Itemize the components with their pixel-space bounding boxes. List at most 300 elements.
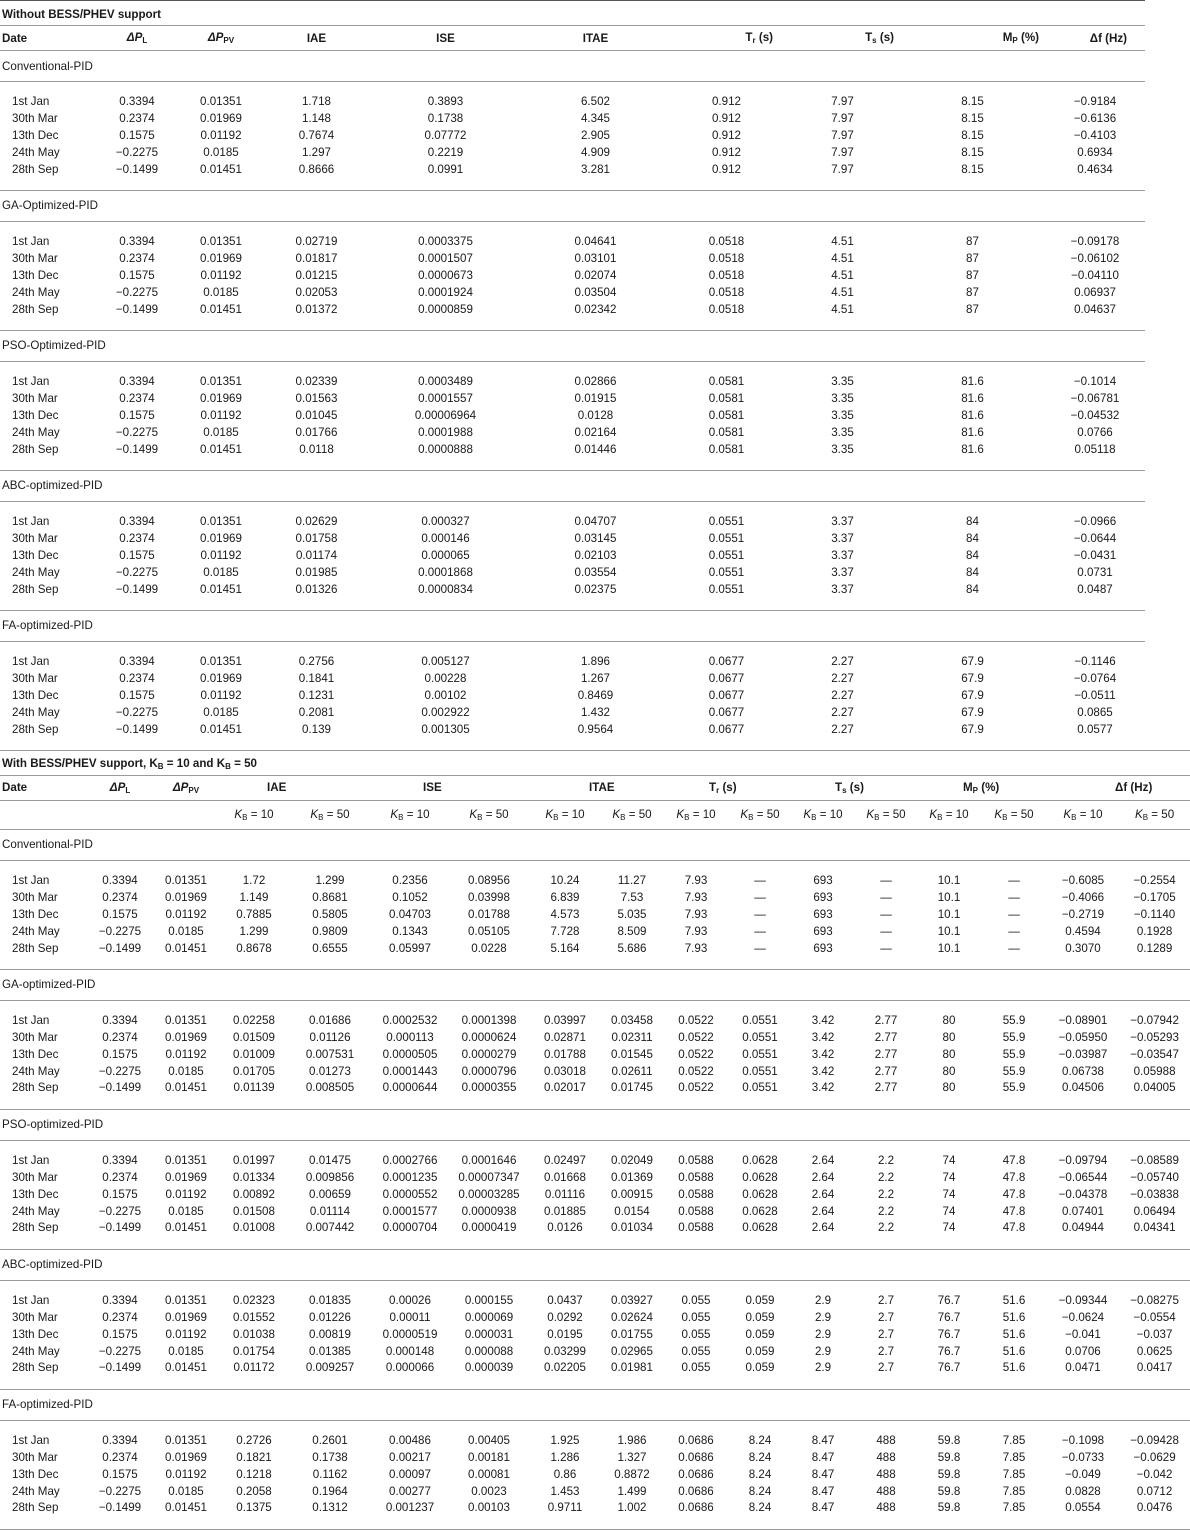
table-cell: 1.299 [239,924,269,938]
subheader-kb10: $K_B = 10$ [219,800,289,829]
table-cell: 0.01351 [165,1014,207,1028]
table-cell: 1.72 [242,874,266,888]
table-cell: 0.1928 [1136,924,1173,938]
table-cell: 488 [876,1451,896,1465]
table-cell: 693 [813,907,833,921]
table-cell: 0.3394 [119,655,155,669]
table-cell: 0.01369 [611,1171,653,1185]
group-title: PSO-Optimized-PID [0,330,1145,361]
table-cell: 0.01192 [200,688,242,702]
table-cell: 0.059 [745,1311,775,1325]
table-cell: 2.77 [874,1064,898,1078]
table-cell: 0.1841 [298,672,335,686]
table-cell: 693 [813,941,833,955]
table-cell: 8.47 [811,1484,835,1498]
group-title: FA-optimized-PID [0,1389,1190,1420]
table-cell: 0.01508 [233,1204,275,1218]
table-cell: −0.05950 [1058,1031,1108,1045]
table-cell: 0.06738 [1062,1064,1104,1078]
table-cell: 0.00102 [424,688,467,702]
table-cell: 0.01969 [200,672,242,686]
table-cell: 0.00026 [389,1294,431,1308]
table-cell: 0.01885 [544,1204,586,1218]
section-title-row [0,1,1145,26]
table-cell: 0.3394 [119,375,155,389]
table-cell: 0.2219 [427,145,464,159]
table-cell: 81.6 [961,408,984,422]
table-cell: 0.9809 [312,924,348,938]
table-cell: 0.01126 [309,1031,351,1045]
table-cell: 0.03299 [544,1344,586,1358]
table-cell: 3.42 [811,1081,835,1095]
table-cell: 0.03998 [468,891,510,905]
table-cell: 87 [966,302,979,316]
table-cell: 67.9 [961,705,984,719]
table-cell: 0.02871 [544,1031,586,1045]
group-title: Conventional-PID [0,829,1190,860]
table-cell: 3.35 [831,375,854,389]
cell-date: 1st Jan [12,1014,50,1028]
table-row [0,1030,1190,1047]
table-cell: −0.0554 [1133,1311,1176,1325]
table-cell: 0.01451 [200,162,242,176]
table-cell: 0.3394 [102,874,138,888]
table-row [0,581,1145,598]
table-cell: 0.01174 [295,548,338,562]
table-cell: −0.06781 [1070,392,1120,406]
table-cell: 0.01385 [309,1344,351,1358]
table-cell: −0.08275 [1130,1294,1179,1308]
table-row [0,1063,1190,1080]
table-cell: 0.01552 [233,1311,275,1325]
table-cell: 0.2356 [392,874,428,888]
table-cell: 0.01351 [165,874,207,888]
table-cell: −0.1140 [1133,907,1176,921]
table-cell: 0.05997 [389,941,431,955]
table-cell: 0.01758 [295,532,338,546]
table-cell: 1.896 [580,655,610,669]
table-cell: 0.9711 [547,1501,583,1515]
table-cell: 0.02629 [295,515,338,529]
table-cell: 0.01754 [233,1344,275,1358]
table-cell: −0.04110 [1071,268,1119,282]
table-cell: 7.93 [684,941,708,955]
table-cell: 0.0522 [678,1081,714,1095]
table-cell: 0.8469 [577,688,614,702]
table-cell: 0.01985 [295,565,338,579]
table-cell: 2.64 [811,1154,835,1168]
table-cell: −0.1499 [98,1081,142,1095]
table-cell: 10.1 [937,891,961,905]
table-cell: 3.281 [580,162,610,176]
table-cell: 7.53 [620,891,644,905]
table-row [0,1080,1190,1097]
table-cell: 0.0518 [708,285,745,299]
table-cell: −0.041 [1065,1327,1101,1341]
table-cell: 0.0625 [1136,1344,1173,1358]
table-cell: 0.01686 [309,1014,351,1028]
table-cell: 0.1289 [1136,941,1173,955]
table-row [0,391,1145,408]
table-cell: 0.3394 [102,1154,138,1168]
group-header-row [0,470,1145,501]
table-cell: 0.0518 [708,235,745,249]
table-cell: 0.000088 [464,1344,514,1358]
table-cell: 0.1821 [236,1451,272,1465]
table-cell: 2.2 [877,1221,895,1235]
table-cell: — [754,874,766,888]
table-cell: 81.6 [961,392,984,406]
table-cell: −0.0624 [1061,1311,1105,1325]
table-cell: 0.0292 [547,1311,583,1325]
table-cell: 0.0185 [203,145,239,159]
table-cell: 0.0991 [427,162,464,176]
table-row [0,1466,1190,1483]
table-cell: 0.01215 [295,268,338,282]
table-cell: 0.4634 [1077,162,1113,176]
group-header-row [0,1249,1190,1280]
header-delta-ppv: $\Delta P_{PV}$ [153,775,219,800]
table-cell: 0.01114 [309,1204,351,1218]
table-cell: 0.0522 [678,1064,714,1078]
table-cell: 0.01192 [165,1187,207,1201]
table-cell: 0.2374 [102,1311,138,1325]
cell-date: 30th Mar [12,392,58,406]
table-cell: 0.0001557 [418,392,473,406]
table-cell: 0.055 [681,1361,711,1375]
table-cell: 0.00819 [309,1327,351,1341]
table-row [0,128,1145,145]
cell-date: 13th Dec [12,1187,59,1201]
table-row [0,1170,1190,1187]
subheader-row [0,800,1190,829]
header-ts: $T_s$ (s) [785,26,900,51]
table-cell: 0.01969 [200,252,242,266]
table-cell: 0.0628 [742,1204,778,1218]
table-cell: 0.0185 [168,1204,204,1218]
table-cell: 0.01451 [200,302,242,316]
table-cell: −0.6136 [1073,112,1117,126]
table-cell: 81.6 [961,375,984,389]
cell-date: 13th Dec [12,1047,59,1061]
table-row [0,111,1145,128]
table-cell: 0.059 [745,1344,775,1358]
table-cell: 4.345 [580,112,610,126]
cell-date: 24th May [12,924,60,938]
table-cell: 0.0001646 [461,1154,517,1168]
table-cell: 0.01192 [165,1327,207,1341]
table-cell: −0.1705 [1133,891,1176,905]
header-mp: $M_P$ (%) [900,26,1045,51]
table-cell: 0.01969 [165,1451,207,1465]
table-cell: 0.0686 [678,1451,714,1465]
table-cell: 0.06937 [1074,285,1116,299]
table-cell: 2.64 [811,1171,835,1185]
table-cell: −0.05293 [1130,1031,1179,1045]
table-cell: 2.77 [874,1081,898,1095]
table-cell: 3.35 [831,425,854,439]
table-row [0,1483,1190,1500]
table-cell: — [1008,874,1020,888]
table-cell: 0.01475 [309,1154,351,1168]
cell-date: 28th Sep [12,442,59,456]
table-cell: 0.0677 [708,722,745,736]
table-row [0,1326,1190,1343]
cell-date: 1st Jan [12,515,50,529]
cell-date: 28th Sep [12,1221,59,1235]
table-row [0,890,1190,907]
table-cell: 0.01981 [611,1361,653,1375]
table-cell: 0.0712 [1136,1484,1173,1498]
table-cell: 10.1 [937,907,961,921]
table-row [0,1186,1190,1203]
table-cell: 0.2374 [102,1451,138,1465]
section-title-text: With BESS/PHEV support, $K_B = 10$ and $K_B = 50$ [2,756,257,771]
table-cell: 0.04641 [574,235,617,249]
table-without-support [0,0,1145,750]
table-cell: 0.01045 [295,408,338,422]
table-cell: 0.00217 [389,1451,431,1465]
table-cell: 0.04506 [1062,1081,1104,1095]
table-cell: 693 [813,874,833,888]
table-cell: 0.01326 [295,582,338,596]
table-cell: 0.1575 [119,688,155,702]
table-cell: 0.2374 [119,672,155,686]
table-cell: −0.4103 [1073,128,1117,142]
table-cell: 0.02624 [611,1311,653,1325]
group-title: FA-optimized-PID [0,610,1145,641]
table-cell: 0.01351 [200,235,242,249]
table-cell: 7.97 [831,145,854,159]
table-cell: 488 [876,1434,896,1448]
table-row [0,1203,1190,1220]
table-cell: 0.0706 [1065,1344,1101,1358]
table-cell: 2.27 [831,655,854,669]
table-row [0,531,1145,548]
table-cell: 2.2 [877,1204,895,1218]
table-cell: 0.01351 [200,515,242,529]
table-cell: −0.1499 [115,582,159,596]
table-cell: 0.0185 [203,565,239,579]
table-cell: 0.01372 [295,302,338,316]
table-cell: 59.8 [937,1501,961,1515]
table-cell: 0.0686 [678,1501,714,1515]
table-cell: 0.05988 [1133,1064,1176,1078]
header-delta-f: Δf (Hz) [1047,775,1190,800]
table-cell: 8.15 [961,128,984,142]
table-cell: 0.6934 [1077,145,1113,159]
table-cell: 0.0228 [471,941,507,955]
table-cell: −0.1014 [1073,375,1117,389]
table-cell: 0.0000796 [461,1064,517,1078]
subheader-kb50: $K_B = 50$ [855,800,917,829]
table-row [0,704,1145,721]
table-cell: −0.0644 [1073,532,1117,546]
table-cell: 2.64 [811,1187,835,1201]
table-cell: 0.000069 [464,1311,514,1325]
table-cell: −0.2275 [98,1344,142,1358]
table-cell: — [754,891,766,905]
table-cell: — [880,874,892,888]
table-cell: 5.686 [617,941,647,955]
table-cell: 74 [942,1204,956,1218]
table-cell: 0.139 [301,722,331,736]
table-cell: 0.0581 [708,392,745,406]
table-cell: 0.0185 [203,425,239,439]
table-cell: 0.6555 [312,941,348,955]
table-cell: 0.0581 [708,442,745,456]
group-header-row [0,190,1145,221]
table-cell: −0.03547 [1130,1047,1179,1061]
table-cell: 693 [813,924,833,938]
table-cell: −0.06102 [1070,252,1120,266]
table-cell: 47.8 [1002,1187,1026,1201]
table-cell: 0.01192 [200,128,242,142]
header-tr: $T_r$ (s) [663,775,791,800]
table-cell: 0.000031 [464,1327,514,1341]
cell-date: 24th May [12,1204,60,1218]
table-cell: 0.912 [711,112,741,126]
table-cell: −0.05740 [1130,1171,1179,1185]
cell-date: 1st Jan [12,375,50,389]
table-cell: 0.04707 [574,515,617,529]
header-ise: ISE [368,26,523,51]
table-cell: 0.0677 [708,655,745,669]
table-cell: 2.77 [874,1047,898,1061]
table-cell: 0.00892 [233,1187,275,1201]
table-cell: 0.01034 [611,1221,653,1235]
table-cell: 51.6 [1002,1344,1026,1358]
table-cell: 0.005127 [421,655,470,669]
table-cell: 0.3893 [427,95,464,109]
table-cell: 0.08956 [468,874,510,888]
cell-date: 24th May [12,285,60,299]
table-with-support [0,750,1190,1530]
table-row [0,1360,1190,1377]
table-cell: 1.718 [301,95,331,109]
table-cell: 0.0628 [742,1221,778,1235]
table-row [0,564,1145,581]
table-row [0,268,1145,285]
table-cell: 0.0000519 [382,1327,438,1341]
table-cell: 0.0551 [742,1031,778,1045]
table-cell: — [880,907,892,921]
subheader-kb10: $K_B = 10$ [663,800,729,829]
table-cell: 0.0551 [708,565,745,579]
table-cell: — [754,924,766,938]
table-cell: 3.42 [811,1014,835,1028]
table-cell: 0.04341 [1133,1221,1176,1235]
table-cell: 0.0551 [742,1064,778,1078]
table-cell: 0.1575 [102,1047,138,1061]
table-cell: 0.0001924 [418,285,473,299]
group-header-row [0,51,1145,82]
table-cell: 67.9 [961,722,984,736]
header-date: Date [0,26,97,51]
table-cell: 0.0185 [203,285,239,299]
table-cell: 0.05105 [468,924,510,938]
table-cell: — [754,941,766,955]
table-cell: 55.9 [1002,1081,1026,1095]
table-cell: 7.97 [831,128,854,142]
table-cell: 55.9 [1002,1031,1026,1045]
table-cell: 0.0588 [678,1221,714,1235]
table-cell: 0.01172 [233,1361,275,1375]
table-row [0,301,1145,318]
table-cell: 59.8 [937,1451,961,1465]
table-cell: −0.06544 [1058,1171,1108,1185]
table-cell: 0.01745 [611,1081,653,1095]
cell-date: 24th May [12,145,60,159]
cell-date: 24th May [12,1344,60,1358]
cell-date: 13th Dec [12,1327,59,1341]
table-cell: 10.1 [937,941,961,955]
table-cell: 0.0001507 [418,252,473,266]
table-cell: 0.01915 [574,392,617,406]
table-cell: 488 [876,1501,896,1515]
table-cell: 47.8 [1002,1171,1026,1185]
table-cell: −0.042 [1136,1467,1173,1481]
table-cell: 488 [876,1467,896,1481]
table-cell: 0.2374 [102,891,138,905]
table-cell: 1.986 [617,1434,647,1448]
table-cell: 8.15 [961,162,984,176]
subheader-kb10: $K_B = 10$ [791,800,855,829]
table-cell: 2.27 [831,672,854,686]
table-cell: 0.000066 [385,1361,435,1375]
table-cell: −0.1098 [1061,1434,1105,1448]
table-cell: 3.35 [831,442,854,456]
table-cell: −0.037 [1136,1327,1173,1341]
table-cell: 0.000065 [421,548,470,562]
table-cell: 0.0588 [678,1171,714,1185]
table-cell: 0.01192 [165,1467,207,1481]
table-cell: 8.24 [748,1501,772,1515]
cell-date: 30th Mar [12,1451,58,1465]
table-cell: 0.0551 [708,548,745,562]
cell-date: 1st Jan [12,1294,50,1308]
table-cell: 0.01116 [544,1187,586,1201]
table-cell: 0.03145 [574,532,617,546]
table-cell: — [880,941,892,955]
table-row [0,374,1145,391]
table-row [0,873,1190,890]
table-cell: 3.37 [831,515,854,529]
table-cell: 10.24 [550,874,580,888]
table-cell: 0.0000888 [418,442,473,456]
cell-date: 13th Dec [12,1467,59,1481]
table-cell: 0.00405 [468,1434,510,1448]
table-cell: 0.01192 [200,408,242,422]
table-cell: 2.9 [814,1327,832,1341]
table-cell: 67.9 [961,655,984,669]
table-cell: −0.2275 [115,425,159,439]
table-cell: 0.0686 [678,1467,714,1481]
table-cell: 10.1 [937,874,961,888]
table-cell: −0.4066 [1061,891,1105,905]
table-cell: 4.51 [831,302,854,316]
table-cell: 0.0577 [1077,722,1113,736]
header-row [0,26,1145,51]
table-row [0,1343,1190,1360]
table-cell: 0.912 [711,145,741,159]
table-cell: 0.8681 [312,891,348,905]
table-cell: −0.08589 [1130,1154,1179,1168]
table-cell: 0.0865 [1077,705,1113,719]
table-cell: 2.27 [831,722,854,736]
table-cell: −0.049 [1065,1467,1101,1481]
header-ts: $T_s$ (s) [791,775,917,800]
